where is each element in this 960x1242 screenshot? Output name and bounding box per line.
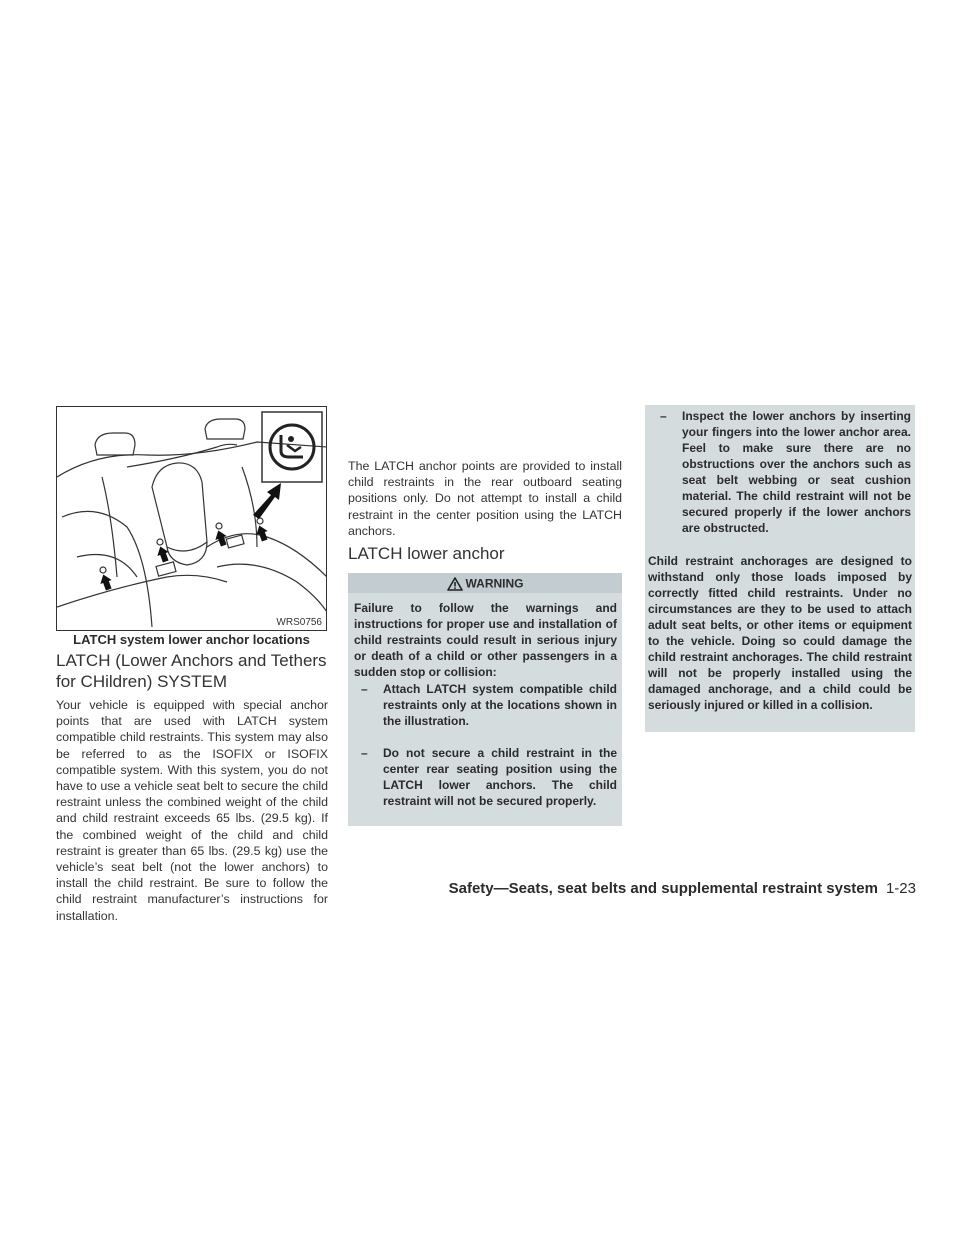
warning-intro: Failure to follow the warnings and instructions for proper use and installation of child restraints could result in serious injury or death of a child or other passengers in a sudden stop or collision: [354, 601, 617, 679]
bullet-text: Do not secure a child restraint in the center rear seating position using the LATCH lower anchors. The child restraint will not be secured properly. [383, 746, 617, 808]
warning-title: WARNING [465, 576, 524, 591]
figure-caption: LATCH system lower anchor locations [73, 632, 310, 647]
warning-header [348, 573, 622, 593]
latch-illustration [56, 406, 327, 631]
page-footer [449, 880, 916, 897]
anchorage-warning-paragraph: Child restraint anchorages are designed to withstand only those loads imposed by correctly fitted child restraints. Under no circumstances are they to be used to attach adult seat belts, or other items or equipment to the vehicle. Doing so could damage the child restraint anchorages. The child restraint will not be properly installed using the damaged anchorage, and a child could be seriously injured or killed in a collision. [648, 554, 912, 712]
rear-seat-drawing [57, 407, 327, 631]
warning-bullet [361, 745, 617, 809]
warning-triangle-icon [447, 577, 463, 591]
page-number: 1-23 [885, 880, 916, 897]
warning-box-continued [645, 405, 915, 732]
bullet-dash: – [361, 746, 368, 760]
bullet-dash: – [361, 682, 368, 696]
child-seat-anchor-icon [270, 425, 314, 469]
latch-intro-paragraph: Your vehicle is equipped with special anchor points that are used with LATCH system compatible child restraints. This system may also be referred to as the ISOFIX or ISOFIX compatible system. With this system, you do not have to use a vehicle seat belt to secure the child restraint unless the combined weight of the child and child restraint exceeds 65 lbs. (29.5 kg). If the combined weight of the child and child restraint is greater than 65 lbs. (29.5 kg) use the vehicle’s seat belt (not the lower anchors) to install the child restraint. Be sure to follow the child restraint manufacturer’s instructions for installation. [56, 698, 328, 923]
section-heading-lower-anchor: LATCH lower anchor [348, 544, 505, 563]
section-heading-latch: LATCH (Lower Anchors and Tethers for CHildren) SYSTEM [56, 651, 327, 691]
footer-section-title: Safety—Seats, seat belts and supplemental restraint system [448, 880, 878, 897]
bullet-dash: – [660, 409, 667, 423]
figure-code: WRS0756 [276, 617, 322, 628]
warning-bullet [361, 681, 617, 729]
warning-bullet [660, 408, 911, 536]
latch-positions-paragraph: The LATCH anchor points are provided to install child restraints in the rear outboard seating positions only. Do not attempt to install a child restraint in the center position using the LATCH anchors. [348, 459, 622, 538]
bullet-text: Attach LATCH system compatible child restraints only at the locations shown in the illustration. [383, 682, 617, 728]
bullet-text: Inspect the lower anchors by inserting your fingers into the lower anchor area. Feel to make sure there are no obstructions over the anchors such as seat belt webbing or seat cushion material. The child restraint will not be secured properly if the lower anchors are obstructed. [682, 409, 911, 535]
warning-box [348, 573, 622, 826]
